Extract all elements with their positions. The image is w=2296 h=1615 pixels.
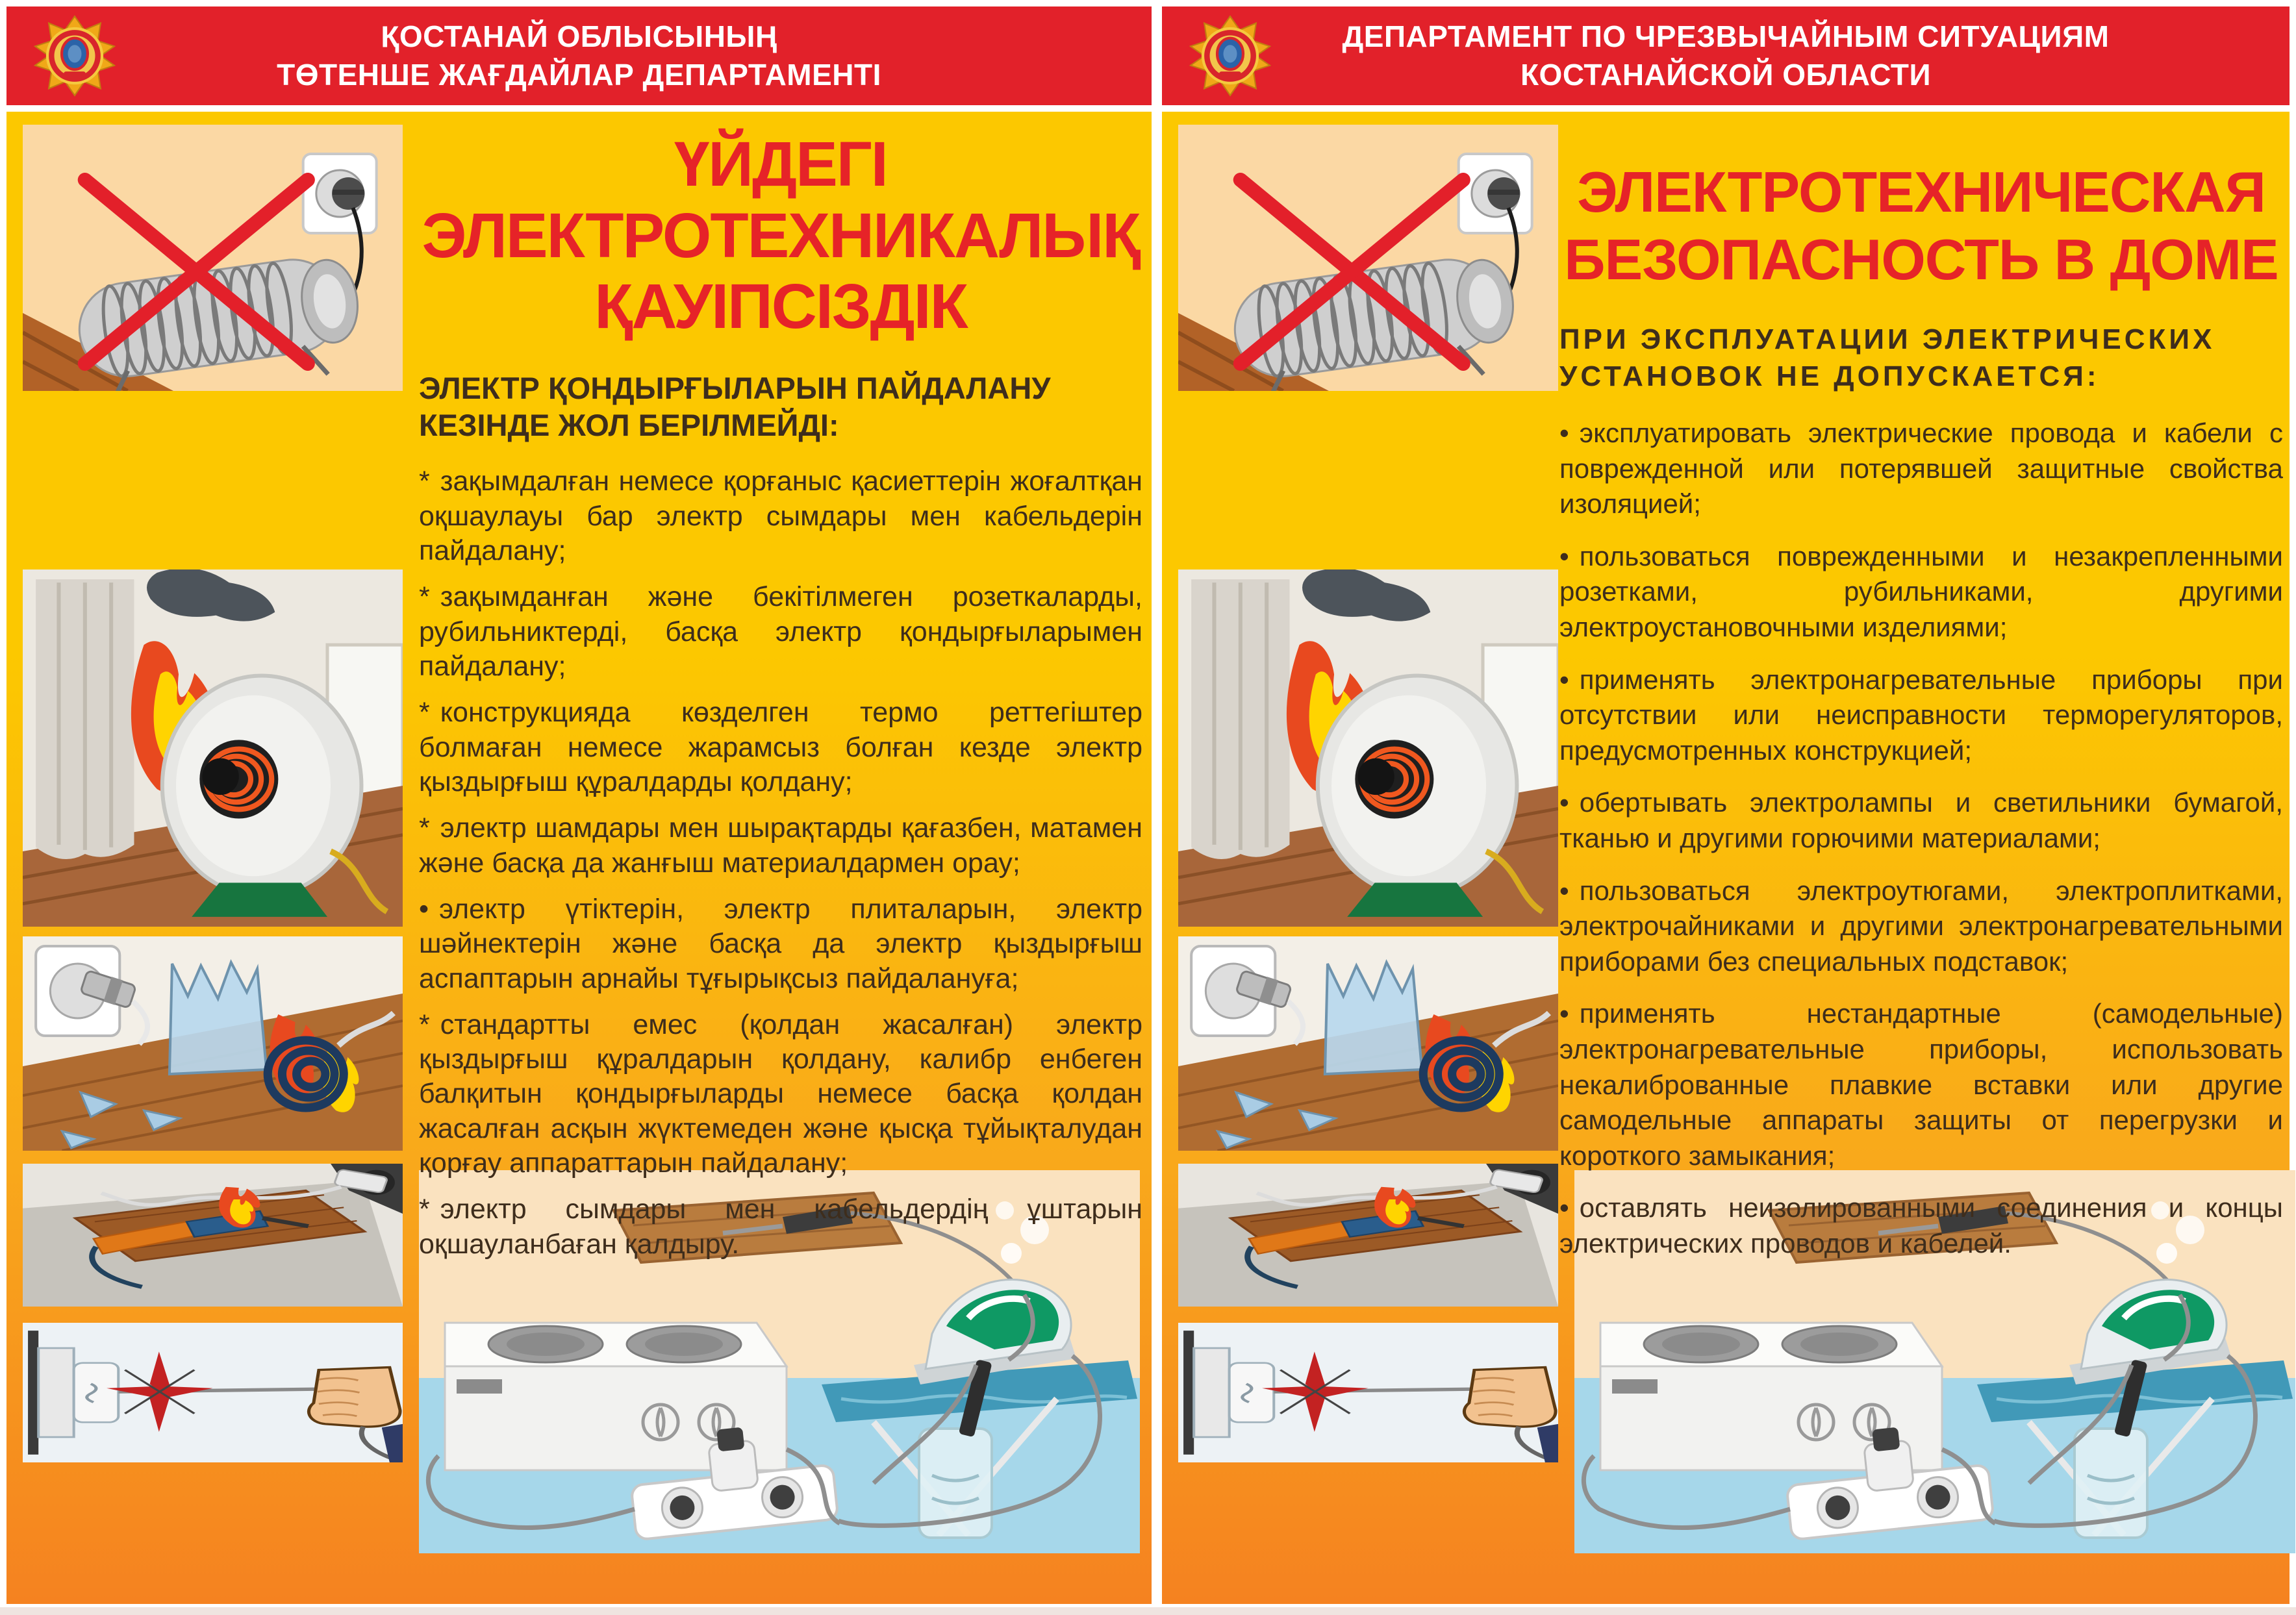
rule-text: электр сымдары мен кабельдердің ұштарын оқшауланбаған қалдыру. [419, 1194, 1142, 1260]
rule-item [419, 1008, 1142, 1181]
rule-text: зақымдалған немесе қорғаныс қасиеттерін жоғалтқан оқшаулауы бар электр сымдары мен кабельдерін пайдалану; [419, 466, 1142, 567]
rules-list [419, 464, 1142, 1262]
homemade-fuse-illustration [23, 1323, 403, 1462]
rule-item [419, 892, 1142, 996]
rule-text: применять электронагревательные приборы при отсутствии или неисправности терморегуляторов, предусмотренных конструкцией; [1559, 664, 2283, 766]
panel-russian [1162, 6, 2290, 1604]
homemade-heater-crossed-illustration [1178, 125, 1558, 391]
panel-body [1162, 112, 2290, 1604]
rule-text: применять нестандартные (самодельные) электронагревательные приборы, использовать некалиброванные плавкие вставки или другие самодельные аппараты защиты от перегрузки и короткого замыкания; [1559, 998, 2283, 1171]
emergency-emblem-icon [1189, 15, 1271, 97]
rule-item [419, 811, 1142, 881]
rule-text: обертывать электролампы и светильники бумагой, тканью и другими горючими материалами; [1559, 787, 2283, 853]
homemade-heater-crossed-illustration [23, 125, 403, 391]
rule-item [1559, 996, 2283, 1173]
rule-text: конструкцияда көзделген термо реттегіштер болмаған немесе жарамсыз болған кезде электр қыздырғыш құралдарды қолдану; [419, 697, 1142, 797]
panel-kazakh [6, 6, 1152, 1604]
emergency-emblem-icon [34, 15, 116, 97]
bullet-marker: • [1559, 875, 1569, 906]
bullet-marker: • [1559, 418, 1569, 449]
page-bottom-edge [0, 1607, 2296, 1615]
bullet-marker: * [419, 1008, 430, 1040]
rule-text: стандартты емес (қолдан жасалған) электр қыздырғыш құралдарын қолдану, калибр енбеген балқитын қондырғыларды немесе басқа қолдан жасалған асқын жүктемеден және қысқа тұйықталудан қорғау аппараттарын пайдалану; [419, 1008, 1142, 1179]
rule-text: электр шамдары мен шырақтарды қағазбен, матамен және басқа да жанғыш материалдармен орау; [419, 812, 1142, 879]
panel-body [6, 112, 1152, 1604]
rule-text: оставлять неизолированными соединения и концы электрических проводов и кабелей. [1559, 1192, 2283, 1258]
rule-item [1559, 416, 2283, 522]
text-column [1559, 125, 2283, 1279]
header-line-1: ДЕПАРТАМЕНТ ПО ЧРЕЗВЫЧАЙНЫМ СИТУАЦИЯМ [1342, 19, 2110, 54]
bullet-marker: • [419, 893, 429, 925]
header-line-2: ТӨТЕНШЕ ЖАҒДАЙЛАР ДЕПАРТАМЕНТІ [277, 58, 881, 92]
text-column [419, 125, 1142, 1273]
rule-item [1559, 662, 2283, 769]
rule-item [1559, 785, 2283, 856]
title-line: ҮЙДЕГІ [674, 129, 887, 199]
bullet-marker: * [419, 466, 430, 497]
burning-boiler-illustration [1178, 936, 1558, 1151]
bullet-marker: * [419, 1194, 430, 1225]
rule-item [419, 1192, 1142, 1262]
bullet-marker: • [1559, 1192, 1569, 1223]
rule-item [1559, 873, 2283, 980]
bullet-marker: * [419, 812, 430, 844]
panel-header [6, 6, 1152, 105]
intro-text: ЭЛЕКТР ҚОНДЫРҒЫЛАРЫН ПАЙДАЛАНУ КЕЗІНДЕ ЖОЛ БЕРІЛМЕЙДІ: [419, 370, 1051, 443]
panel-header [1162, 6, 2290, 105]
poster-title [1559, 158, 2283, 294]
rule-text: пользоваться поврежденными и незакрепленными розетками, рубильниками, другими электроустановочными изделиями; [1559, 540, 2283, 642]
bullet-marker: * [419, 581, 430, 613]
header-line-1: ҚОСТАНАЙ ОБЛЫСЫНЫҢ [381, 19, 777, 54]
header-line-2: КОСТАНАЙСКОЙ ОБЛАСТИ [1520, 58, 1932, 92]
poster-title [419, 129, 1142, 342]
reflector-heater-fire-illustration [23, 570, 403, 927]
rule-item [1559, 539, 2283, 645]
homemade-fuse-illustration [1178, 1323, 1558, 1462]
rule-item [419, 580, 1142, 684]
rule-text: эксплуатировать электрические провода и кабели с поврежденной или потерявшей защитные свойства изоляцией; [1559, 418, 2283, 520]
rule-text: зақымданған және бекітілмеген розеткаларды, рубильниктерді, басқа электр қондырғыларымен пайдалану; [419, 581, 1142, 682]
bullet-marker: • [1559, 998, 1569, 1029]
intro-text: ПРИ ЭКСПЛУАТАЦИИ ЭЛЕКТРИЧЕСКИХ УСТАНОВОК НЕ ДОПУСКАЕТСЯ: [1559, 323, 2215, 392]
rule-text: электр үтіктерін, электр плиталарын, электр шәйнектерін және басқа да электр қыздырғыш аспаптарын арнайы тұғырықсыз пайдалануға; [419, 893, 1142, 994]
rule-text: пользоваться электроутюгами, электроплитками, электрочайниками и другими электронагревательными приборами без специальных подставок; [1559, 875, 2283, 977]
reflector-heater-fire-illustration [1178, 570, 1558, 927]
title-line: БЕЗОПАСНОСТЬ В ДОМЕ [1564, 227, 2278, 292]
bullet-marker: • [1559, 787, 1569, 818]
soldering-iron-fire-illustration [23, 1164, 403, 1307]
bullet-marker: • [1559, 540, 1569, 571]
soldering-iron-fire-illustration [1178, 1164, 1558, 1307]
rule-item [419, 695, 1142, 799]
rule-item [1559, 1190, 2283, 1261]
rules-list [1559, 416, 2283, 1261]
bullet-marker: * [419, 697, 430, 729]
burning-boiler-illustration [23, 936, 403, 1151]
rule-item [419, 464, 1142, 568]
title-line: ЭЛЕКТРОТЕХНИКАЛЫҚ [422, 199, 1140, 271]
title-line: ЭЛЕКТРОТЕХНИЧЕСКАЯ [1577, 160, 2265, 224]
bullet-marker: • [1559, 664, 1569, 695]
title-line: ҚАУІПСІЗДІК [594, 271, 967, 342]
